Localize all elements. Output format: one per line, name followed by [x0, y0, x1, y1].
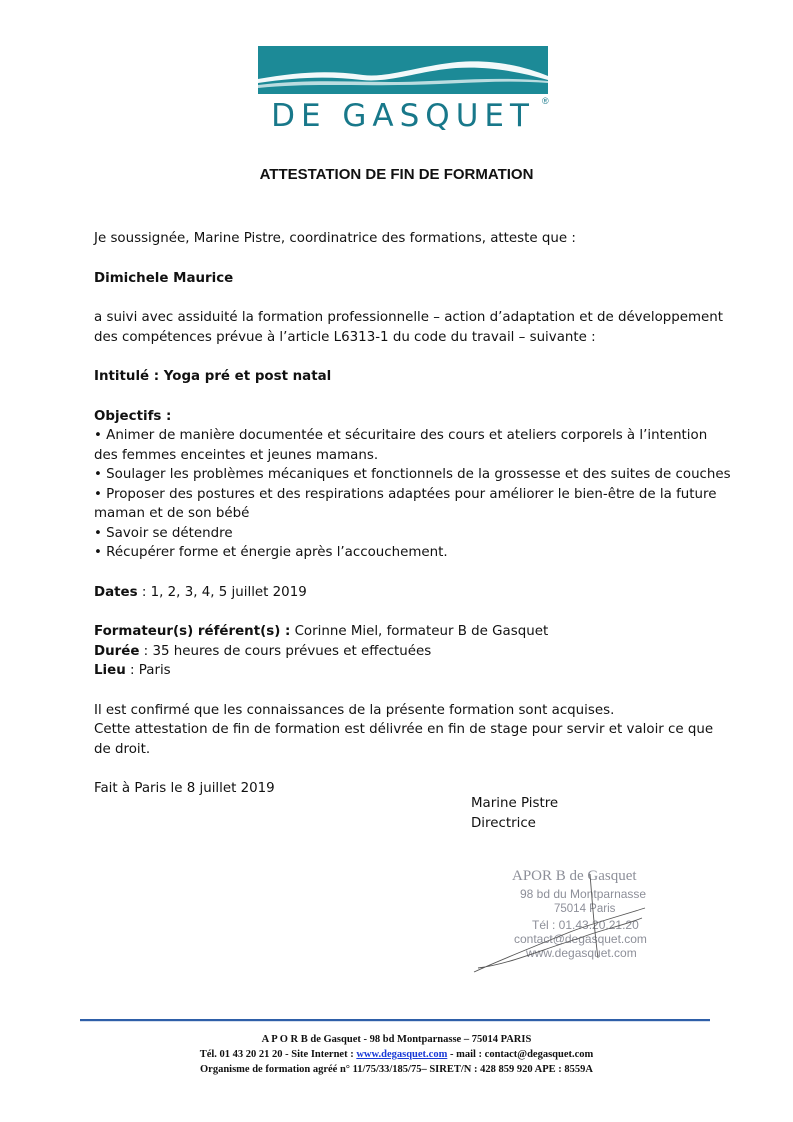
footer-address: A P O R B de Gasquet - 98 bd Montparnasse – 75014 PARIS [261, 1034, 532, 1045]
course-title: Intitulé : Yoga pré et post natal [94, 369, 332, 384]
footer-phone: Tél. 01 43 20 21 20 [199, 1049, 283, 1060]
signatory-name: Marine Pistre [471, 796, 559, 811]
trainer-value: Corinne Miel, formateur B de Gasquet [290, 624, 549, 639]
document-body [94, 229, 734, 799]
objective-item: • Animer de manière documentée et sécuritaire des cours et ateliers corporels à l’intention des femmes enceintes et jeunes mamans. [94, 428, 708, 463]
dates-label: Dates [94, 584, 138, 600]
objective-item: • Récupérer forme et énergie après l’accouchement. [94, 545, 448, 560]
statement-text: a suivi avec assiduité la formation professionnelle – action d’adaptation et de développement des compétences prévue à l’article L6313-1 du code du travail – suivante : [94, 310, 724, 345]
wave-icon [258, 46, 548, 94]
website-link[interactable]: www.degasquet.com [356, 1049, 448, 1060]
footer-registration: Organisme de formation agréé n° 11/75/33/185/75– SIRET/N : 428 859 920 APE : 8559A [200, 1064, 593, 1075]
duration-label: Durée [94, 643, 140, 659]
stamp-line: 98 bd du Montparnasse [520, 887, 647, 901]
duration-value: : 35 heures de cours prévues et effectuées [139, 643, 432, 659]
conclusion-text: Il est confirmé que les connaissances de la présente formation sont acquises. [94, 702, 615, 718]
intro-text: Je soussignée, Marine Pistre, coordinatrice des formations, atteste que : [94, 231, 576, 246]
location-label: Lieu [94, 663, 126, 678]
footer-site-label: - Site Internet : [282, 1049, 357, 1060]
logo-wave-band [258, 46, 548, 94]
duration-line [94, 642, 734, 662]
objectives-label: Objectifs : [94, 408, 172, 424]
location-value: : Paris [125, 663, 171, 678]
objective-item: • Proposer des postures et des respirations adaptées pour améliorer le bien-être de la future maman et de son bébé [94, 486, 717, 521]
signatory-block [471, 794, 558, 834]
registered-mark: ® [542, 96, 549, 106]
footer-mail: - mail : contact@degasquet.com [447, 1049, 594, 1060]
dates-value: : 1, 2, 3, 4, 5 juillet 2019 [137, 584, 307, 600]
footer-divider [80, 1018, 710, 1022]
stamp-line: Tél : 01.43.20.21.20 [532, 918, 639, 932]
objective-item: • Savoir se détendre [94, 525, 233, 541]
trainee-name: Dimichele Maurice [94, 270, 234, 286]
trainer-label: Formateur(s) référent(s) : [94, 624, 291, 639]
signatory-role: Directrice [471, 816, 536, 831]
dates-line [94, 583, 734, 603]
location-line [94, 661, 734, 681]
signature-icon [470, 868, 680, 978]
document-title: ATTESTATION DE FIN DE FORMATION [259, 166, 534, 183]
place-date: Fait à Paris le 8 juillet 2019 [94, 781, 275, 796]
stamp-line: APOR B de Gasquet [512, 868, 637, 884]
logo-wordmark: DE GASQUET [271, 98, 535, 134]
trainer-line [94, 622, 734, 642]
conclusion-text: Cette attestation de fin de formation est délivrée en fin de stage pour servir et valoir ce que de droit. [94, 722, 714, 757]
de-gasquet-logo [258, 46, 548, 138]
stamp-line: contact@degasquet.com [514, 932, 647, 946]
stamp-line: www.degasquet.com [526, 946, 637, 960]
objective-item: • Soulager les problèmes mécaniques et fonctionnels de la grossesse et des suites de couches [94, 467, 731, 482]
company-stamp [470, 868, 680, 978]
stamp-line: 75014 Paris [554, 903, 616, 915]
footer-contact [0, 1047, 793, 1062]
